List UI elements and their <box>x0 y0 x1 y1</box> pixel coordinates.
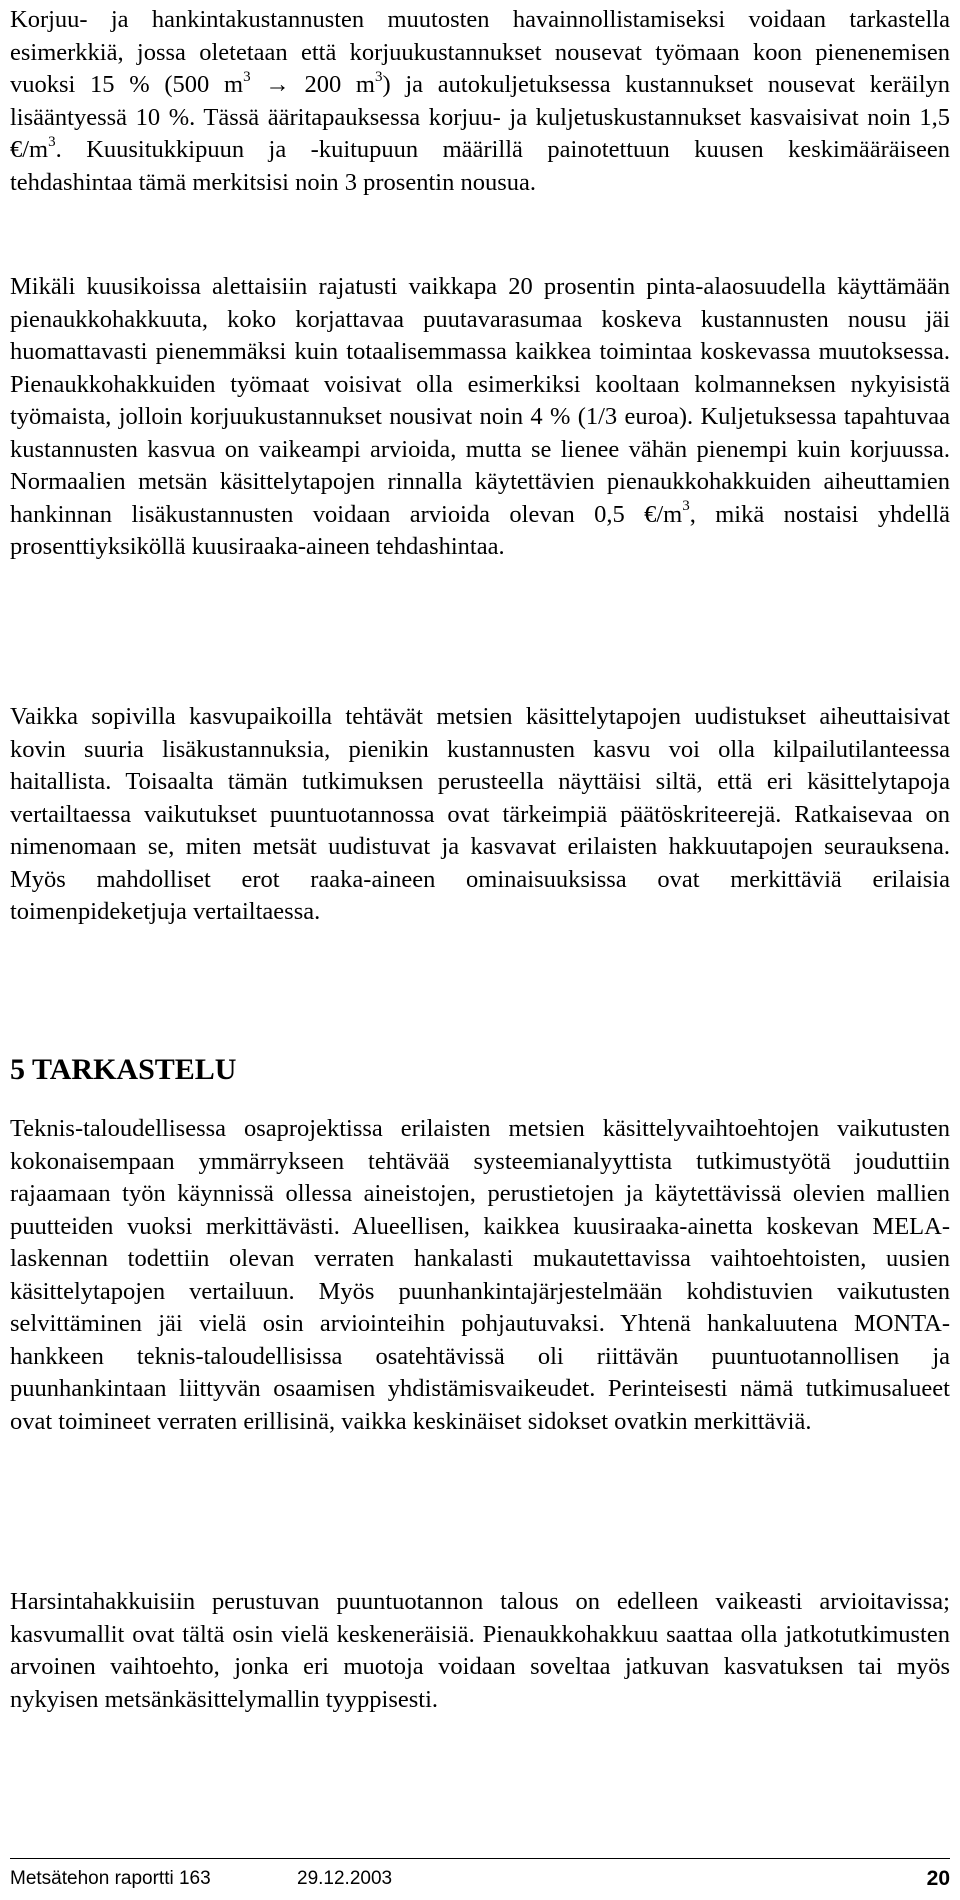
paragraph-discussion: Teknis-taloudellisessa osaprojektissa erilaisten metsien käsittelyvaihtoehtojen vaikutusten kokonaisempaan ymmärrykseen tehtävää systeemianalyyttista tutkimustyötä jouduttiin rajaamaan työn käynnissä ollessa aineistojen, perustietojen ja käytettävissä olevien mallien puutteiden vuoksi merkittävästi. Alueellisen, kaikkea kuusiraaka-ainetta koskevan MELA-laskennan todettiin olevan verraten hankalasti mukautettavissa vaihtoehtoisten, uusien käsittelytapojen vertailuun. Myös puunhankintajärjestelmään kohdistuvien vaikutusten selvittäminen jäi vielä osin arviointeihin pohjautuvaksi. Yhtenä hankaluutena MONTA-hankkeen teknis-taloudellisissa osatehtävissä oli riittävän puuntuotannollisen ja puunhankintaan liittyvän osaamisen yhdistämisvaikeudet. Perinteisesti nämä tutkimusalueet ovat toimineet verraten erillisinä, vaikka keskinäiset sidokset ovatkin merkittäviä. <box>10 1115 950 1435</box>
section-heading: 5 TARKASTELU <box>10 1053 237 1086</box>
paragraph-text: . Kuusitukkipuun ja -kuitupuun määrillä painotettuun kuusen keskimääräiseen tehdashintaa tämä merkitsisi noin 3 prosentin nousua. <box>10 136 950 196</box>
paragraph-cost-example <box>10 4 950 199</box>
page-footer <box>10 1864 950 1894</box>
footer-date: 29.12.2003 <box>297 1868 393 1889</box>
paragraph-selection-cutting: Harsintahakkuisiin perustuvan puuntuotannon talous on edelleen vaikeasti arvioitavissa; kasvumallit ovat tältä osin vielä keskeneräisiä. Pienaukkohakkuu saattaa olla jatkotutkimusten arvoinen vaihtoehto, jonka eri muotoja voidaan soveltaa jatkuvan kasvatuksen tai myös nykyisen metsänkäsittelymallin tyyppisesti. <box>10 1588 950 1713</box>
paragraph-text: , mikä nostaisi yhdellä prosenttiyksiköllä kuusiraaka-aineen tehdashintaa. <box>10 500 950 560</box>
paragraph-text: Korjuu- ja hankintakustannusten muutosten havainnollistamiseksi voidaan tarkastella esimerkkiä, jossa oletetaan että korjuukustannukset nousevat työmaan koon pienenemisen vuoksi 15 % (500 m <box>10 6 950 98</box>
superscript: 3 <box>48 133 56 150</box>
paragraph-text: ) ja autokuljetuksessa kustannukset nousevat keräilyn lisääntyessä 10 %. Tässä ääritapauksessa korjuu- ja kuljetuskustannukset kasvaisivat noin 1,5 €/m <box>10 71 951 163</box>
superscript: 3 <box>243 68 251 85</box>
paragraph-competition: Vaikka sopivilla kasvupaikoilla tehtävät metsien käsittelytapojen uudistukset aiheuttaisivat kovin suuria lisäkustannuksia, pienikin kustannusten kasvu voi olla kilpailutilanteessa haitallista. Toisaalta tämän tutkimuksen perusteella näyttäisi siltä, että eri käsittelytapoja vertailtaessa vaikutukset puuntuotannossa ovat tärkeimpiä päätöskriteerejä. Ratkaisevaa on nimenomaan se, miten metsät uudistuvat ja kasvavat erilaisten hakkuutapojen seurauksena. Myös mahdolliset erot raaka-aineen ominaisuuksissa ovat merkittäviä erilaisia toimenpideketjuja vertailtaessa. <box>10 703 950 925</box>
footer-report-name: Metsätehon raportti 163 <box>10 1868 211 1889</box>
page-number: 20 <box>926 1867 950 1890</box>
footer-divider <box>10 1858 950 1859</box>
paragraph-small-gap-cutting <box>10 271 950 564</box>
paragraph-text: → 200 m <box>250 71 375 98</box>
document-page <box>10 0 950 1900</box>
superscript: 3 <box>375 68 383 85</box>
paragraph-text: Mikäli kuusikoissa alettaisiin rajatusti vaikkapa 20 prosentin pinta-alaosuudella käyttämään pienaukkohakkuuta, koko korjattavaa puutavarasumaa koskeva kustannusten nousu jäi huomattavasti pienemmäksi kuin totaalisemmassa kaikkea toimintaa koskevassa muutoksessa. Pienaukkohakkuiden työmaat voisivat olla esimerkiksi kooltaan kolmanneksen nykyisistä työmaista, jolloin korjuukustannukset nousivat noin 4 % (1/3 euroa). Kuljetuksessa tapahtuvaa kustannusten kasvua on vaikeampi arvioida, mutta se lienee vähän pienempi kuin korjuussa. Normaalien metsän käsittelytapojen rinnalla käytettävien pienaukkohakkuiden aiheuttamien hankinnan lisäkustannusten voidaan arvioida olevan 0,5 €/m <box>10 273 950 528</box>
superscript: 3 <box>682 498 690 515</box>
